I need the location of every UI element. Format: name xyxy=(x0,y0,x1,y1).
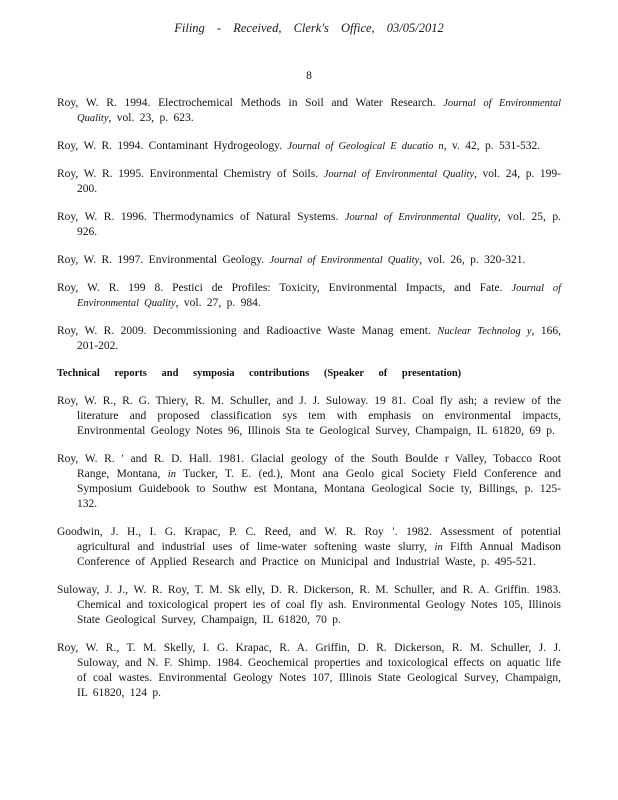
reference-item xyxy=(57,641,561,701)
reference-text: Goodwin, J. H., I. G. Krapac, P. C. Reed, and W. R. Roy ′. 1982. Assessment of potential agricultural and industrial uses of lime-water softening waste slurry, xyxy=(57,526,561,553)
reference-text: , vol. 27, p. 984. xyxy=(175,297,261,309)
reference-text: Roy, W. R. 199 8. Pestici de Profiles: Toxicity, Environmental Impacts, and Fate. xyxy=(57,282,512,294)
reference-text: Roy, W. R. 1997. Environmental Geology. xyxy=(57,254,270,266)
reference-italic-text: Journal of Environmental Quality xyxy=(323,169,475,180)
reference-text: Suloway, J. J., W. R. Roy, T. M. Sk elly, D. R. Dickerson, R. M. Schuller, and R. A. Griffin. 1983. Chemical and toxicological propert ies of coal fly ash. Environmental Geology Notes 105, Illinois State Geological Survey, Champaign, IL 61820, 70 p. xyxy=(57,584,561,626)
references-list-technical xyxy=(57,394,561,701)
reference-item xyxy=(57,253,561,268)
reference-text: Roy, W. R. 2009. Decommissioning and Radioactive Waste Manag ement. xyxy=(57,325,438,337)
reference-item xyxy=(57,452,561,512)
reference-italic-text: Journal of Geological E ducatio n xyxy=(287,141,444,152)
reference-item xyxy=(57,167,561,197)
section-heading-technical-reports: Technical reports and symposia contributions (Speaker of presentation) xyxy=(57,368,462,379)
reference-text: Tucker, T. E. (ed.), Mont ana Geolo gical Society Field Conference and Symposium Guidebook to Southw est Montana, Montana Geological Socie ty, Billings, p. 125-132. xyxy=(77,468,561,510)
reference-item xyxy=(57,210,561,240)
reference-item xyxy=(57,583,561,628)
filing-stamp-header: Filing - Received, Clerk's Office, 03/05/2012 xyxy=(174,21,444,35)
reference-text: , vol. 23, p. 623. xyxy=(108,112,194,124)
reference-text: Roy, W. R., R. G. Thiery, R. M. Schuller, and J. J. Suloway. 19 81. Coal fly ash; a review of the literature and proposed classification sys tem with emphasis on environmental impacts, Environmental Geology Notes 96, Illinois Sta te Geological Survey, Champaign, IL 61820, 69 p. xyxy=(57,395,561,437)
reference-text: Roy, W. R. 1994. Contaminant Hydrogeology. xyxy=(57,140,288,152)
reference-text: Roy, W. R. 1995. Environmental Chemistry of Soils. xyxy=(57,168,324,180)
reference-text: , vol. 24, p. 199-200. xyxy=(77,168,561,195)
reference-text: Roy, W. R. ′ and R. D. Hall. 1981. Glacial geology of the South Boulde r Valley, Tobacco Root Range, Montana, xyxy=(57,453,561,480)
page-number: 8 xyxy=(306,70,312,82)
reference-item xyxy=(57,281,561,311)
reference-italic-text: in xyxy=(167,469,176,480)
reference-italic-text: Journal of Environmental Quality xyxy=(269,255,420,266)
reference-italic-text: Journal of Environmental Quality xyxy=(344,212,498,223)
reference-item xyxy=(57,324,561,354)
reference-item xyxy=(57,96,561,126)
reference-text: , v. 42, p. 531-532. xyxy=(443,140,541,152)
reference-item xyxy=(57,394,561,439)
reference-italic-text: in xyxy=(434,542,443,553)
reference-italic-text: Journal of Environmental Quality xyxy=(77,283,562,309)
reference-text: Roy, W. R. 1994. Electrochemical Methods in Soil and Water Research. xyxy=(57,97,444,109)
reference-item xyxy=(57,139,561,154)
reference-italic-text: Nuclear Technolog y xyxy=(437,326,532,337)
reference-item xyxy=(57,525,561,570)
references-list-journal xyxy=(57,96,561,354)
reference-text: , vol. 25, p. 926. xyxy=(77,211,561,238)
reference-text: Roy, W. R. 1996. Thermodynamics of Natural Systems. xyxy=(57,211,345,223)
reference-text: Fifth Annual Madison Conference of Applied Research and Practice on Municipal and Industrial Waste, p. 495-521. xyxy=(77,541,561,568)
reference-text: , vol. 26, p. 320-321. xyxy=(419,254,526,266)
reference-text: Roy, W. R., T. M. Skelly, I. G. Krapac, R. A. Griffin, D. R. Dickerson, R. M. Schuller, J. J. Suloway, and N. F. Shimp. 1984. Geochemical properties and toxicological effects on aquatic life of coal wastes. Environmental Geology Notes 107, Illinois State Geological Survey, Champaign, IL 61820, 124 p. xyxy=(57,642,561,699)
reference-italic-text: Journal of Environmental Quality xyxy=(77,98,561,124)
reference-text: , 166, 201-202. xyxy=(77,325,561,352)
